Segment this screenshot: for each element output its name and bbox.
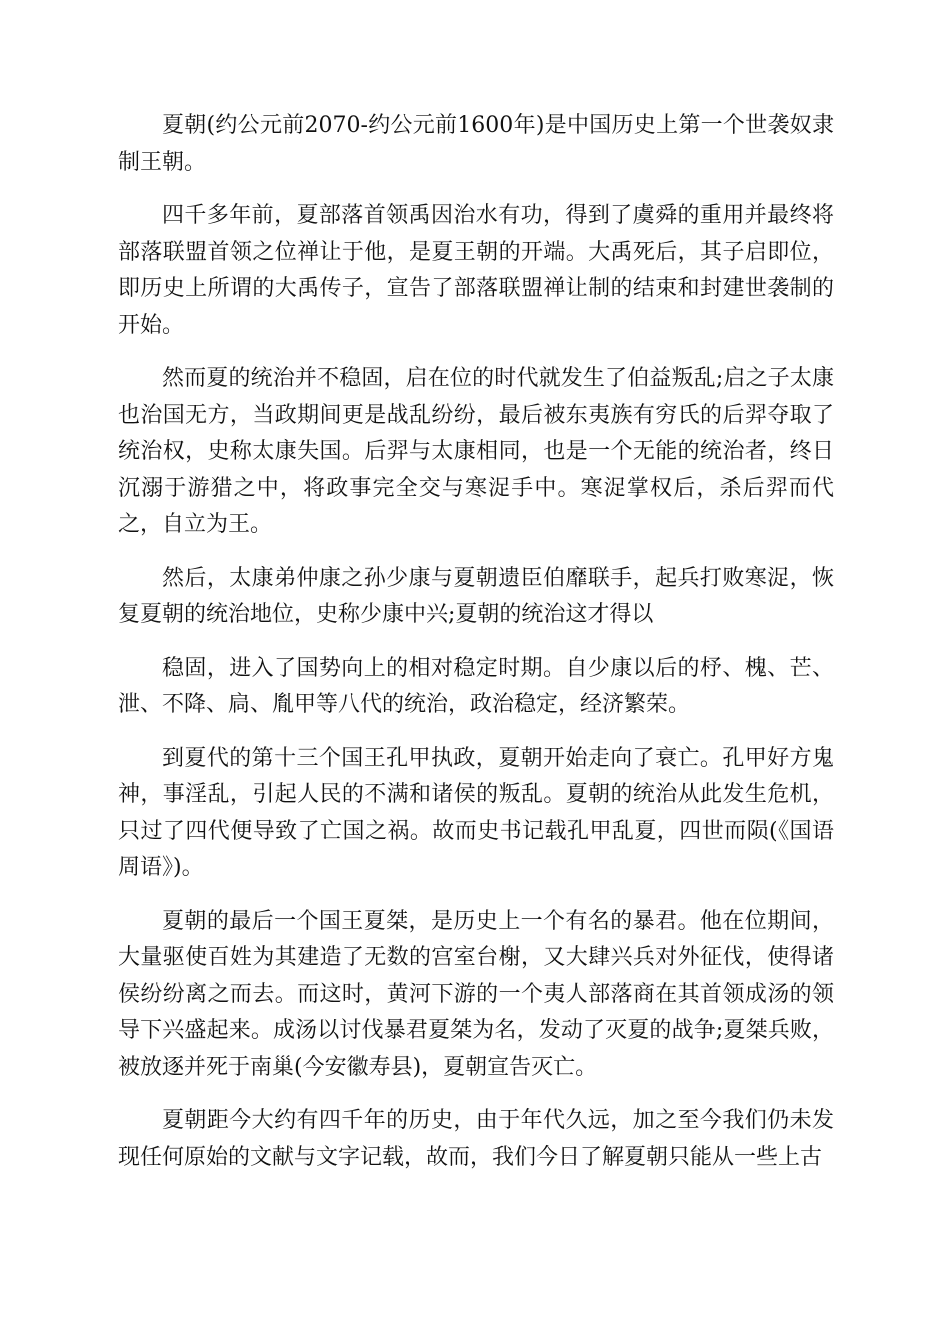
paragraph-shaokang: 然后，太康弟仲康之孙少康与夏朝遗臣伯靡联手，起兵打败寒浞，恢复夏朝的统治地位，史称少康中兴;夏朝的统治这才得以: [118, 565, 834, 627]
paragraph-xia-intro: 夏朝(约公元前2070-约公元前1600年)是中国历史上第一个世袭奴隶制王朝。: [118, 113, 834, 175]
paragraph-kongjia: 到夏代的第十三个国王孔甲执政，夏朝开始走向了衰亡。孔甲好方鬼神，事淫乱，引起人民的不满和诸侯的叛乱。夏朝的统治从此发生危机，只过了四代便导致了亡国之祸。故而史书记载孔甲乱夏，四世而陨(《国语周语》)。: [118, 745, 834, 880]
paragraph-history-records: 夏朝距今大约有四千年的历史，由于年代久远，加之至今我们仍未发现任何原始的文献与文字记载，故而，我们今日了解夏朝只能从一些上古: [118, 1108, 834, 1170]
paragraph-yu-founding: 四千多年前，夏部落首领禹因治水有功，得到了虞舜的重用并最终将部落联盟首领之位禅让于他，是夏王朝的开端。大禹死后，其子启即位，即历史上所谓的大禹传子，宣告了部落联盟禅让制的结束和封建世袭制的开始。: [118, 203, 834, 338]
paragraph-jie: 夏朝的最后一个国王夏桀，是历史上一个有名的暴君。他在位期间，大量驱使百姓为其建造了无数的宫室台榭，又大肆兴兵对外征伐，使得诸侯纷纷离之而去。而这时，黄河下游的一个夷人部落商在其首领成汤的领导下兴盛起来。成汤以讨伐暴君夏桀为名，发动了灭夏的战争;夏桀兵败，被放逐并死于南巢(今安徽寿县)，夏朝宣告灭亡。: [118, 908, 834, 1080]
document-page: [118, 108, 834, 1193]
paragraph-taikang: 然而夏的统治并不稳固，启在位的时代就发生了伯益叛乱;启之子太康也治国无方，当政期间更是战乱纷纷，最后被东夷族有穷氏的后羿夺取了统治权，史称太康失国。后羿与太康相同，也是一个无能的统治者，终日沉溺于游猎之中，将政事完全交与寒浞手中。寒浞掌权后，杀后羿而代之，自立为王。: [118, 366, 834, 537]
paragraph-stability: 稳固，进入了国势向上的相对稳定时期。自少康以后的杼、槐、芒、泄、不降、扃、胤甲等八代的统治，政治稳定，经济繁荣。: [118, 655, 834, 717]
